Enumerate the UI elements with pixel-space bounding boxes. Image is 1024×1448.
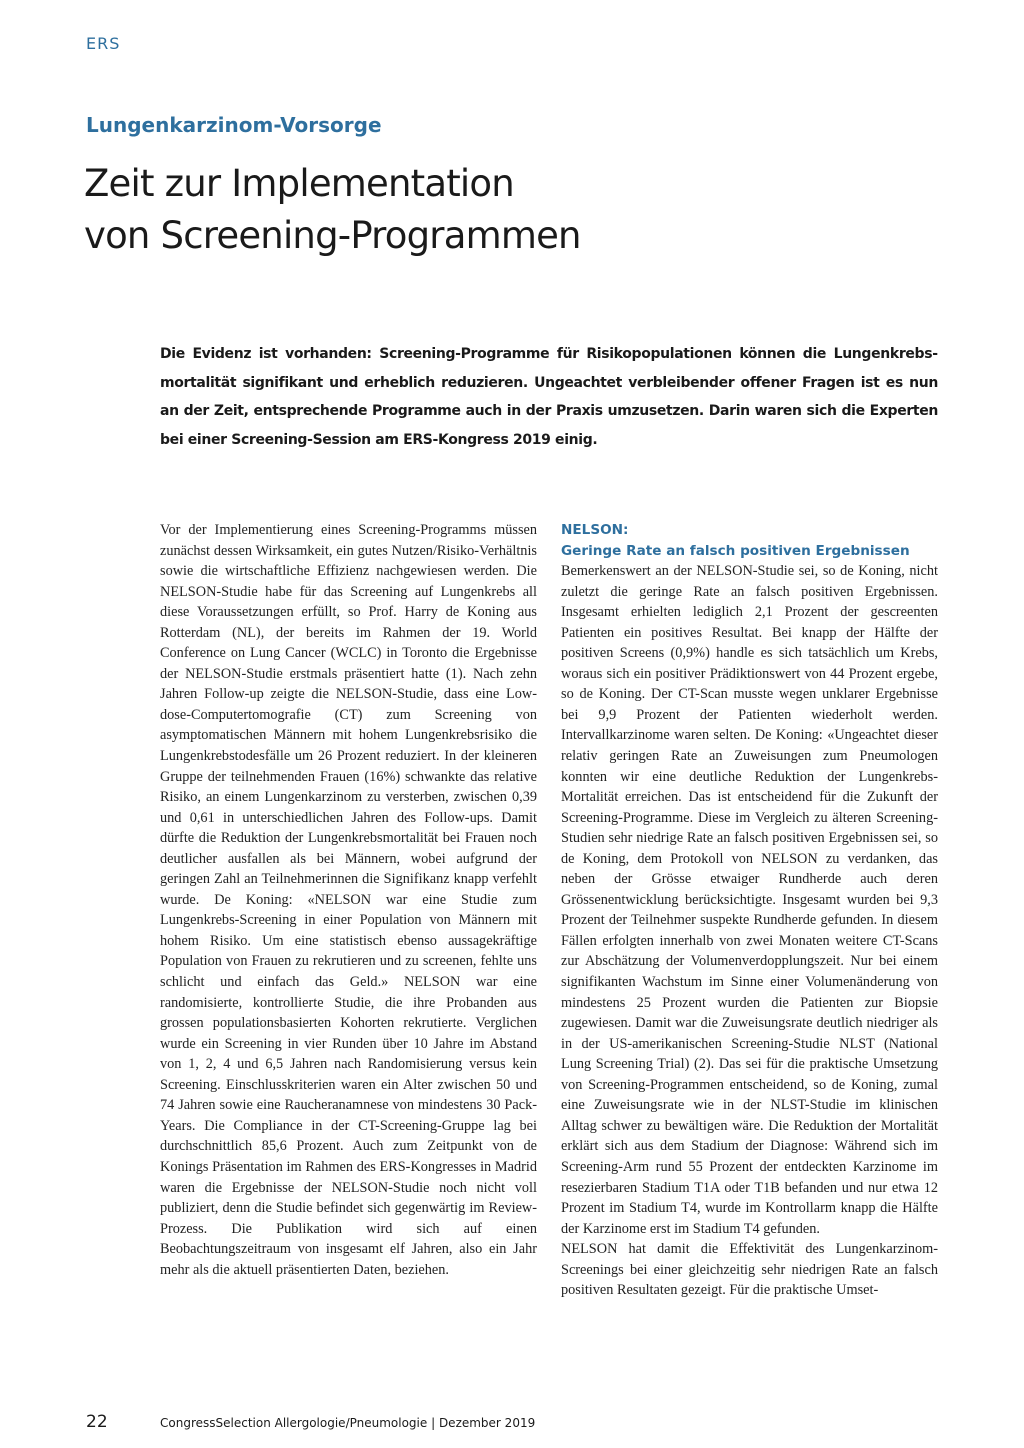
section-tag: ERS — [86, 34, 121, 53]
section-subhead — [561, 520, 938, 561]
subhead-line-1: NELSON: — [561, 522, 629, 538]
article-title-line-2: von Screening-Programmen — [84, 214, 581, 257]
body-paragraph: NELSON hat damit die Effektivität des Lungenkarzinom-Screenings bei einer gleichzeitig sehr niedrigen Rate an falsch positiven Resultaten gezeigt. Für die praktische Umset- — [561, 1241, 938, 1299]
article-lead: Die Evidenz ist vorhanden: Screening-Programme für Risikopopulationen können die Lungenkrebsmortalität signifikant und erheblich reduzieren. Ungeachtet verbleibender offener Fragen ist es nun an der Zeit, entsprechende Programme auch in der Praxis umzusetzen. Darin waren sich die Experten bei einer Screening-Session am ERS-Kongress 2019 einig. — [160, 346, 938, 448]
body-paragraph: Bemerkenswert an der NELSON-Studie sei, so de Koning, nicht zuletzt die geringe Rate an falsch positiven Ergebnissen. Insgesamt erhielten lediglich 2,1 Prozent der gescreenten Patienten ein positives Resultat. Bei knapp der Hälfte der positiven Screens (0,9%) handle es sich tatsächlich um Krebs, woraus sich ein positiver Prädiktionswert von 44 Prozent ergebe, so de Koning. Der CT-Scan musste wegen unklarer Ergebnisse bei 9,9 Prozent der Patienten wiederholt werden. Intervallkarzinome waren selten. De Koning: «Ungeachtet dieser relativ geringen Rate an Zuweisungen zum Pneumologen konnten wir eine deutliche Reduktion der Lungenkrebs-Mortalität erreichen. Das ist entscheidend für die Zukunft der Screening-Programme. Diese im Vergleich zu älteren Screening-Studien sehr niedrige Rate an falsch positiven Ergebnissen sei, so de Koning, dem Protokoll von NELSON zu verdanken, das neben der Grösse etwaiger Rundherde auch deren Grössenentwicklung berücksichtigte. Insgesamt wurden bei 9,3 Prozent der Teilnehmer suspekte Rundherde gefunden. In diesem Fällen erfolgten innerhalb von zwei Monaten weitere CT-Scans zur Abschätzung der Volumenverdopplungszeit. Nur bei einem signifikanten Wachstum im Sinne einer Volumenänderung von mindestens 25 Prozent wurden die Patienten zur Biopsie zugewiesen. Damit war die Zuweisungsrate deutlich niedriger als in der US-amerikanischen Screening-Studie NLST (National Lung Screening Trial) (2). Das sei für die praktische Umsetzung von Screening-Programmen entscheidend, so de Koning, zumal eine Zuweisungsrate wie in der NLST-Studie im klinischen Alltag schwer zu bewältigen wäre. Die Reduktion der Mortalität erklärt sich aus dem Stadium der Diagnose: Während sich im Screening-Arm rund 55 Prozent der entdeckten Karzinome im resezierbaren Stadium T1A oder T1B befanden und nur etwa 12 Prozent im Stadium T4, wurde im Kontrollarm knapp die Hälfte der Karzinome erst im Stadium T4 gefunden. — [561, 563, 938, 1237]
subhead-line-2: Geringe Rate an falsch positiven Ergebnissen — [561, 542, 910, 559]
body-column-left — [160, 520, 537, 1280]
page-number: 22 — [86, 1412, 108, 1432]
article-kicker: Lungenkarzinom-Vorsorge — [86, 113, 382, 137]
body-column-right — [561, 520, 938, 1301]
body-paragraph: Vor der Implementierung eines Screening-Programms müssen zunächst dessen Wirksamkeit, ein gutes Nutzen/Risiko-Verhältnis sowie die wirtschaftliche Effizienz nachgewiesen werden. Die NELSON-Studie habe für das Screening auf Lungenkrebs all diese Voraussetzungen erfüllt, so Prof. Harry de Koning aus Rotterdam (NL), der bereits im Rahmen der 19. World Conference on Lung Cancer (WCLC) in Toronto die Ergebnisse der NELSON-Studie erstmals präsentiert hatte (1). Nach zehn Jahren Follow-up zeigte die NELSON-Studie, dass eine Low-dose-Computertomografie (CT) zum Screening von asymptomatischen Männern mit hohem Lungenkrebsrisiko die Lungenkrebstodesfälle um 26 Prozent reduziert. In der kleineren Gruppe der teilnehmenden Frauen (16%) schwankte das relative Risiko, an einem Lungenkarzinom zu versterben, zwischen 0,39 und 0,61 in unterschiedlichen Jahren des Follow-ups. Damit dürfte die Reduktion der Lungenkrebsmortalität bei Frauen noch deutlicher ausfallen als bei Männern, wobei aufgrund der geringen Zahl an Teilnehmerinnen die Signifikanz knapp verfehlt wurde. De Koning: «NELSON war eine Studie zum Lungenkrebs-Screening in einer Population von Männern mit hohem Risiko. Um eine statistisch ebenso aussagekräftige Population von Frauen zu rekrutieren und zu screenen, fehlte uns schlicht und einfach das Geld.» NELSON war eine randomisierte, kontrollierte Studie, die ihre Probanden aus grossen populationsbasierten Kohorten rekrutierte. Verglichen wurde ein Screening in vier Runden über 10 Jahre im Abstand von 1, 2, 4 und 6,5 Jahren nach Randomisierung versus kein Screening. Einschlusskriterien waren ein Alter zwischen 50 und 74 Jahren sowie eine Raucheranamnese von mindestens 30 Pack-Years. Die Compliance in der CT-Screening-Gruppe lag bei durchschnittlich 85,6 Prozent. Auch zum Zeitpunkt von de Konings Präsentation im Rahmen des ERS-Kongresses in Madrid waren die Ergebnisse der NELSON-Studie noch nicht voll publiziert, denn die Studie befindet sich gegenwärtig im Review-Prozess. Die Publikation wird sich auf einen Beobachtungszeitraum von insgesamt elf Jahren, also ein Jahr mehr als die aktuell präsentierten Daten, beziehen. — [160, 522, 537, 1278]
article-title — [84, 158, 581, 262]
article-title-line-1: Zeit zur Implementation — [84, 162, 514, 205]
journal-info: CongressSelection Allergologie/Pneumologie | Dezember 2019 — [160, 1416, 536, 1430]
